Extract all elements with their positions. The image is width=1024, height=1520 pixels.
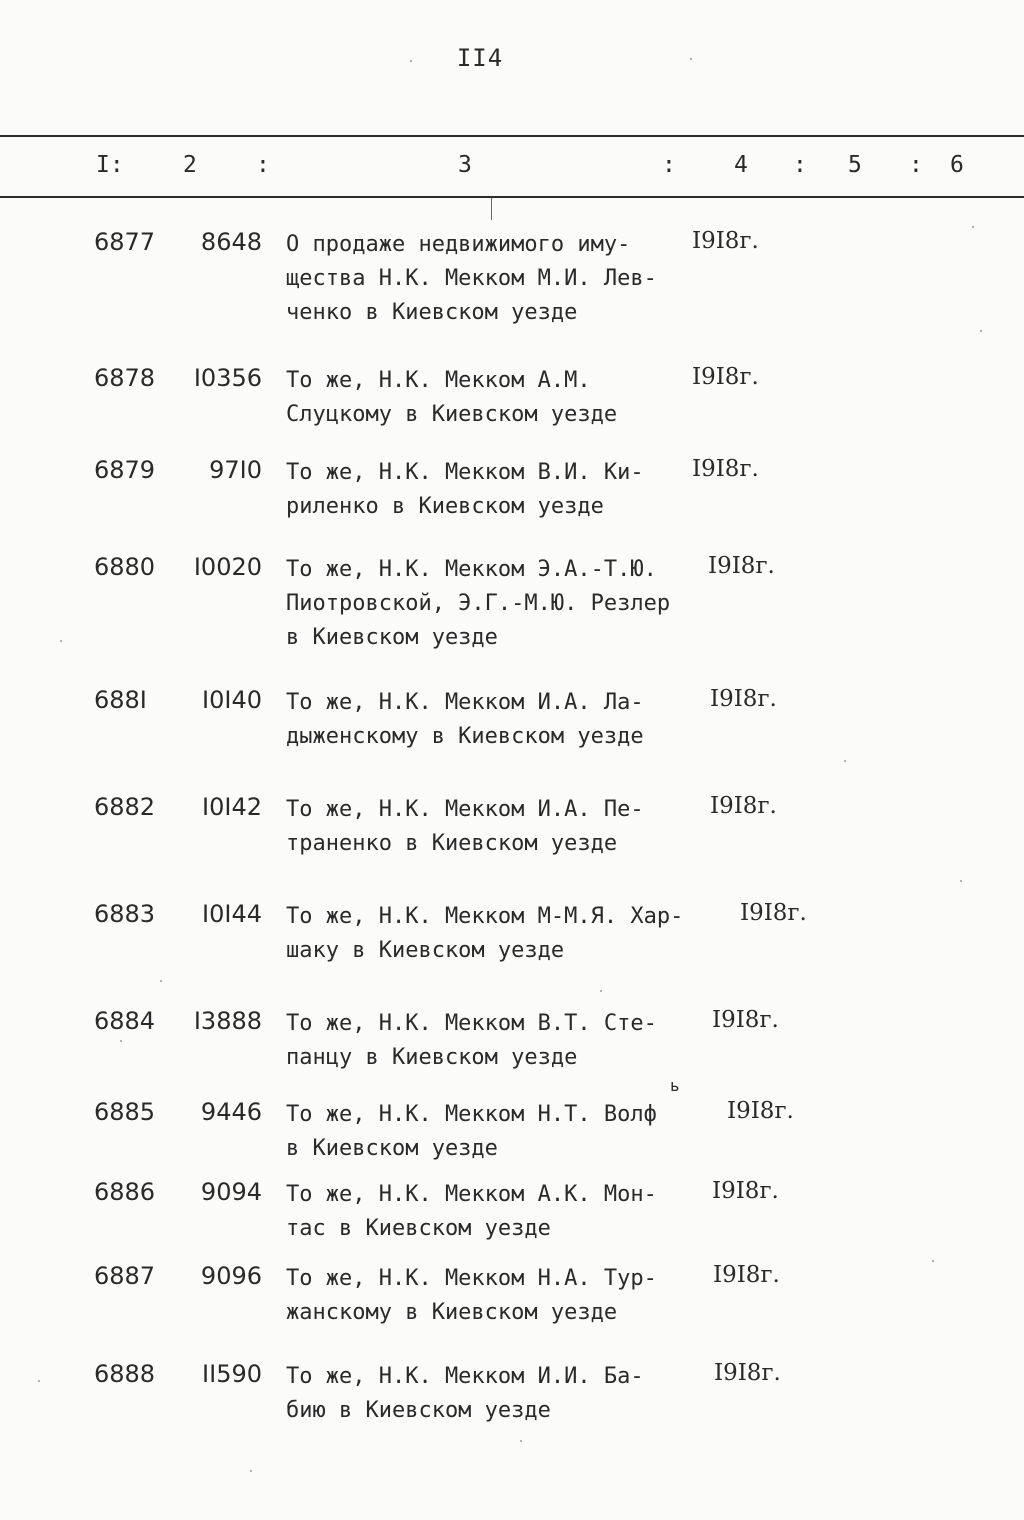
scan-speck [38,1380,40,1382]
record-title [286,1098,726,1166]
handwritten-correction: ь [670,1076,680,1095]
title-line: То же, Н.К. Мекком Н.А. Тур- [286,1266,657,1291]
title-line: То же, Н.К. Мекком М-М.Я. Хар- [286,904,684,929]
scan-speck [410,60,412,62]
title-line: ченко в Киевском уезде [286,300,578,325]
record-number: 6882 [94,793,156,821]
scan-speck [160,980,162,982]
record-title [286,793,726,861]
case-number: 9096 [200,1262,262,1290]
record-date: I9I8г. [692,228,759,254]
title-line: То же, Н.К. Мекком А.К. Мон- [286,1182,657,1207]
title-line: риленко в Киевском уезде [286,494,604,519]
case-number: I0356 [193,364,262,392]
title-line: То же, Н.К. Мекком А.М. [286,368,591,393]
header-top-rule [0,135,1024,137]
title-line: жанскому в Киевском уезде [286,1300,618,1325]
case-number: 8648 [200,228,262,256]
case-number: 9094 [200,1178,262,1206]
record-number: 6888 [94,1360,156,1388]
record-title [286,456,726,524]
title-line: тас в Киевском уезде [286,1216,551,1241]
title-line: То же, Н.К. Мекком Н.Т. Волф [286,1102,657,1127]
title-line: панцу в Киевском уезде [286,1045,578,1070]
record-title [286,1360,726,1428]
scan-speck [972,226,974,228]
scan-speck [250,1470,252,1472]
title-line: в Киевском уезде [286,1136,498,1161]
scan-speck [932,1260,934,1262]
record-number: 6887 [94,1262,156,1290]
title-line: То же, Н.К. Мекком Э.А.-Т.Ю. [286,557,657,582]
title-line: То же, Н.К. Мекком И.И. Ба- [286,1364,644,1389]
record-title [286,1007,726,1075]
title-line: Пиотровской, Э.Г.-М.Ю. Резлер [286,591,671,616]
column-separator: : [662,152,676,178]
column-header-6: 6 [950,152,964,178]
page-number: II4 [456,44,504,72]
scan-speck [690,58,692,60]
record-date: I9I8г. [727,1098,794,1124]
title-line: То же, Н.К. Мекком В.И. Ки- [286,460,644,485]
scan-speck [600,990,602,992]
case-number: 9446 [200,1098,262,1126]
record-title [286,553,726,655]
case-number: I0I42 [202,793,262,821]
record-title [286,1178,726,1246]
title-line: шаку в Киевском уезде [286,938,565,963]
title-line: в Киевском уезде [286,625,498,650]
title-line: дыженскому в Киевском уезде [286,724,644,749]
title-line: То же, Н.К. Мекком И.А. Ла- [286,690,644,715]
record-date: I9I8г. [692,364,759,390]
record-date: I9I8г. [710,686,777,712]
record-title [286,900,726,968]
column-header-4: 4 [734,152,748,178]
record-date: I9I8г. [692,456,759,482]
case-number: I0020 [193,553,262,581]
record-date: I9I8г. [740,900,807,926]
scan-speck [980,330,982,332]
scan-speck [520,1440,522,1442]
column-header-1: I: [96,152,124,178]
record-number: 6883 [94,900,156,928]
title-line: О продаже недвижимого иму- [286,232,631,257]
record-title [286,364,726,432]
column-separator: : [256,152,270,178]
case-number: II590 [202,1360,262,1388]
record-number: 6879 [94,456,156,484]
record-number: 6884 [94,1007,156,1035]
title-line: траненко в Киевском уезде [286,831,618,856]
title-line: То же, Н.К. Мекком В.Т. Сте- [286,1011,657,1036]
column-header-2: 2 [183,152,197,178]
scan-speck [120,1040,122,1042]
column-header-3: 3 [458,152,472,178]
record-title [286,686,726,754]
record-date: I9I8г. [712,1178,779,1204]
case-number: I3888 [193,1007,262,1035]
record-date: I9I8г. [710,793,777,819]
record-date: I9I8г. [713,1262,780,1288]
scan-speck [844,760,846,762]
title-line: щества Н.К. Мекком М.И. Лев- [286,266,657,291]
title-line: То же, Н.К. Мекком И.А. Пе- [286,797,644,822]
case-number: 97I0 [209,456,262,484]
record-number: 6880 [94,553,156,581]
record-number: 6885 [94,1098,156,1126]
record-number: 688I [94,686,147,714]
case-number: I0I40 [202,686,262,714]
title-line: Слуцкому в Киевском уезде [286,402,618,427]
record-date: I9I8г. [714,1360,781,1386]
column-separator: : [793,152,807,178]
record-title [286,228,726,330]
scan-speck [960,880,962,882]
record-title [286,1262,726,1330]
title-line: бию в Киевском уезде [286,1398,551,1423]
column-tick-mark [491,198,492,220]
column-separator: : [909,152,923,178]
record-number: 6886 [94,1178,156,1206]
record-number: 6877 [94,228,156,256]
case-number: I0I44 [202,900,262,928]
header-bottom-rule [0,196,1024,198]
record-number: 6878 [94,364,156,392]
column-header-5: 5 [848,152,862,178]
scan-speck [60,640,62,642]
record-date: I9I8г. [708,553,775,579]
record-date: I9I8г. [712,1007,779,1033]
